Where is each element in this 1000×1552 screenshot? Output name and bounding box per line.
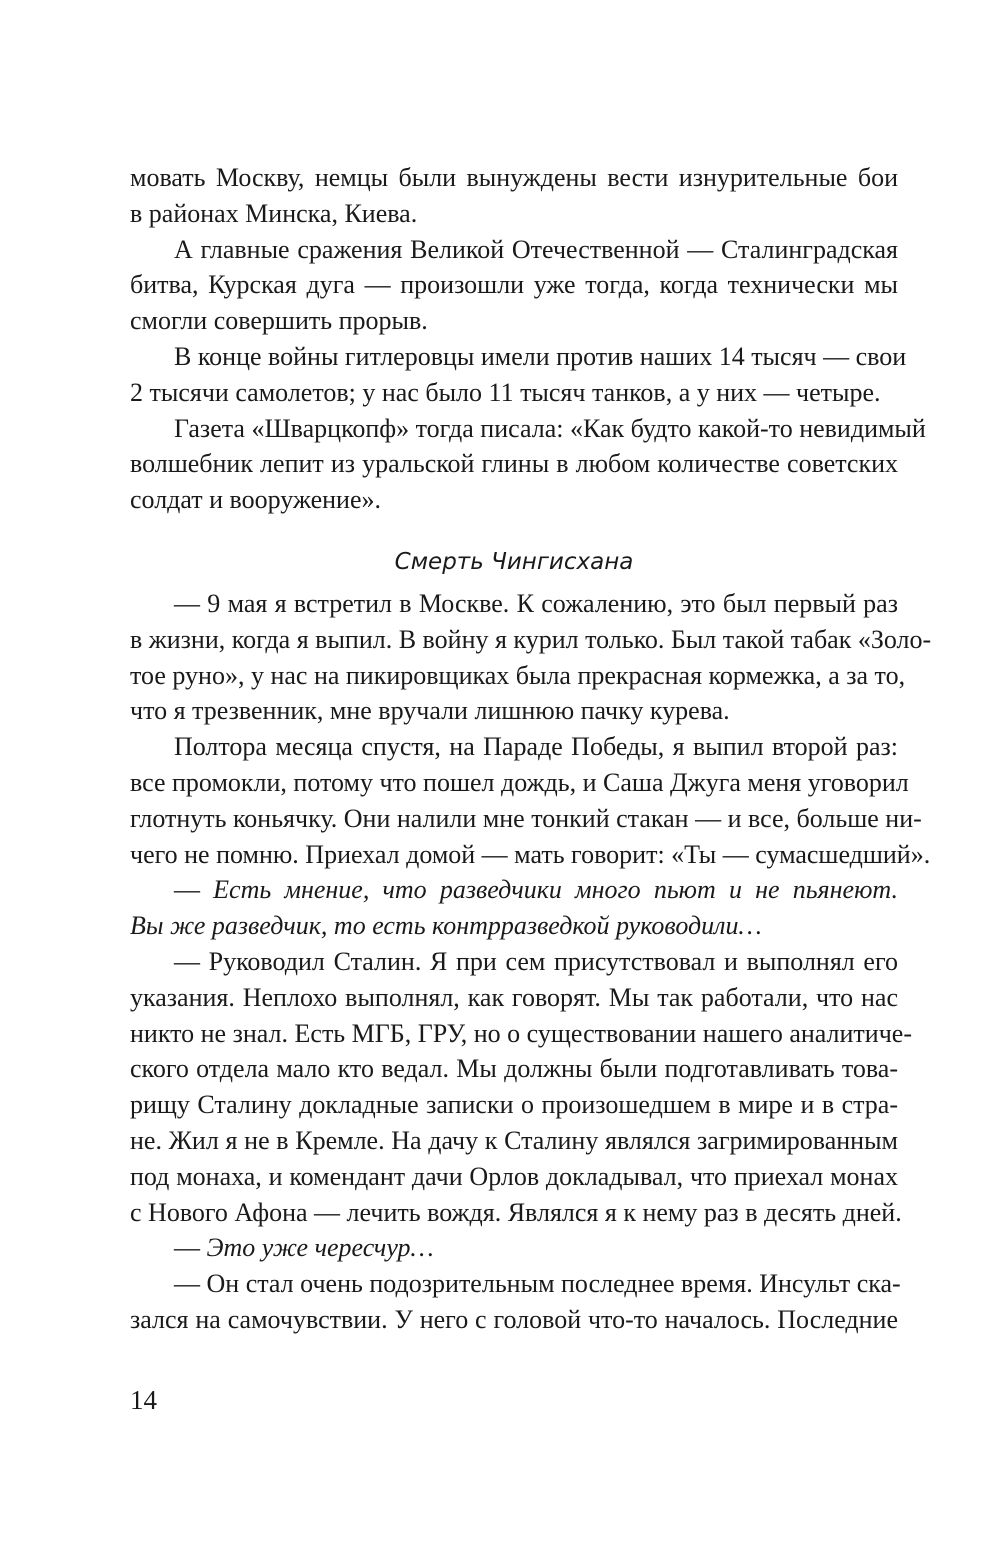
paragraph-stalin-led (130, 944, 912, 1230)
paragraph-moscow-continuation (130, 160, 898, 232)
text-line: солдат и вооружение». (130, 485, 381, 515)
text-line: ского отдела мало кто ведал. Мы должны были подготавливать това- (130, 1054, 898, 1084)
text-line: не. Жил я не в Кремле. На дачу к Сталину являлся загримированным (130, 1125, 898, 1155)
dialogue-dash: — (174, 875, 214, 905)
text-line: мовать Москву, немцы были вынуждены вести изнурительные бои (130, 163, 898, 192)
text-line: все промокли, потому что пошел дождь, и Саша Джуга меня уговорил (130, 767, 909, 797)
section-title: Смерть Чингисхана (394, 548, 634, 575)
paragraph-victory-parade (130, 729, 931, 872)
text-line: чего не помню. Приехал домой — мать говорит: «Ты — сумасшедший». (130, 839, 931, 869)
text-line: волшебник лепит из уральской глины в любом количестве советских (130, 449, 898, 479)
question-text: Это уже чересчур… (206, 1233, 434, 1263)
paragraph-may-ninth (130, 586, 932, 729)
text-line: — Руководил Сталин. Я при сем присутствовал и выполнял его (174, 946, 898, 976)
paragraph-question-too-much (130, 1230, 898, 1266)
text-line: указания. Неплохо выполнял, как говорят. Мы так работали, что нас (130, 982, 898, 1012)
text-line: смогли совершить прорыв. (130, 306, 428, 336)
text-line: с Нового Афона — лечить вождя. Являлся я к нему раз в десять дней. (130, 1197, 902, 1227)
page-body (130, 160, 932, 1338)
text-line: под монаха, и комендант дачи Орлов докладывал, что приехал монах (130, 1161, 898, 1191)
text-line: в районах Минска, Киева. (130, 198, 418, 228)
paragraph-suspicious (130, 1266, 901, 1338)
text-line: В конце войны гитлеровцы имели против наших 14 тысяч — свои (174, 341, 907, 371)
text-line: — Он стал очень подозрительным последнее время. Инсульт ска- (174, 1269, 901, 1299)
text-line: никто не знал. Есть МГБ, ГРУ, но о существовании нашего аналитиче- (130, 1018, 912, 1048)
text-line: А главные сражения Великой Отечественной — Сталинградская (174, 234, 898, 264)
text-line (130, 872, 898, 908)
text-line: рищу Сталину докладные записки о произошедшем в мире и в стра- (130, 1090, 898, 1120)
text-line: 2 тысячи самолетов; у нас было 11 тысяч танков, а у них — четыре. (130, 377, 881, 407)
question-text: Есть мнение, что разведчики много пьют и не пьянеют. (213, 875, 899, 905)
text-line: Полтора месяца спустя, на Параде Победы, я выпил второй раз: (174, 732, 898, 762)
paragraph-main-battles (130, 232, 898, 339)
text-line: в жизни, когда я выпил. В войну я курил только. Был такой табак «Золо- (130, 624, 932, 654)
text-line: битва, Курская дуга — произошли уже тогда, когда технически мы (130, 270, 898, 300)
text-line: Газета «Шварцкопф» тогда писала: «Как будто какой-то невидимый (174, 413, 926, 443)
text-line: — 9 мая я встретил в Москве. К сожалению, это был первый раз (174, 588, 898, 618)
page-number: 14 (130, 1385, 157, 1415)
text-line (130, 1230, 898, 1266)
text-line: глотнуть коньячку. Они налили мне тонкий стакан — и все, больше ни- (130, 803, 922, 833)
text-line: тое руно», у нас на пикировщиках была прекрасная кормежка, а за то, (130, 660, 906, 690)
paragraph-question-scouts (130, 872, 898, 944)
paragraph-newspaper-quote (130, 411, 926, 518)
paragraph-end-of-war (130, 339, 907, 411)
text-line: что я трезвенник, мне вручали лишнюю пачку курева. (130, 696, 730, 726)
dialogue-dash: — (174, 1233, 207, 1263)
text-line: Вы же разведчик, то есть контрразведкой руководили… (130, 911, 762, 941)
text-line: зался на самочувствии. У него с головой что-то началось. Последние (130, 1304, 898, 1334)
